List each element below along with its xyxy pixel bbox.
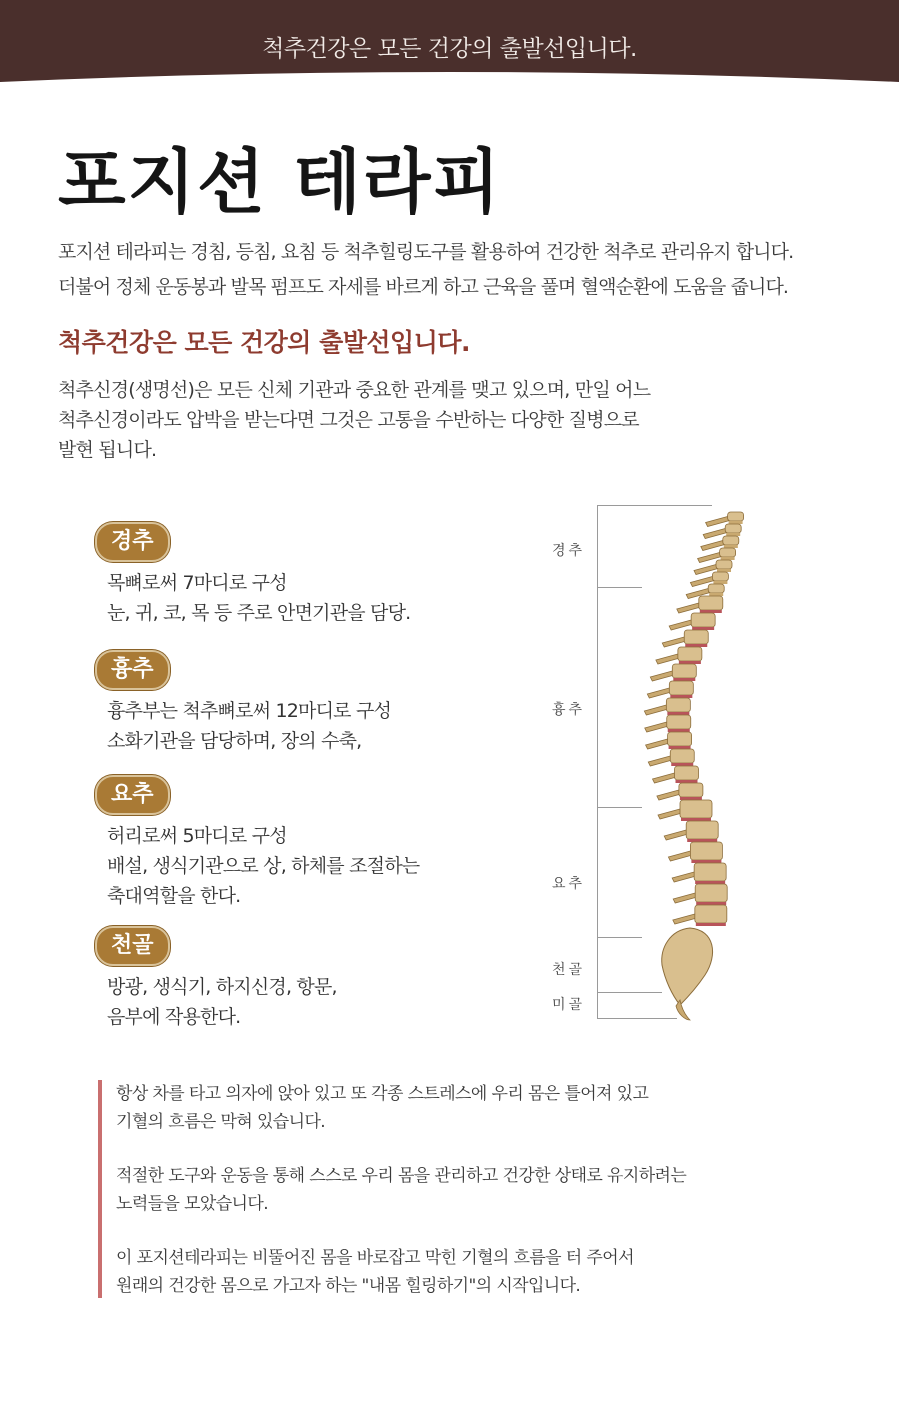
vertebra — [699, 596, 723, 610]
spine-label-sacrum: 천골 — [552, 962, 586, 978]
intervertebral-disc — [700, 610, 722, 613]
intervertebral-disc — [696, 902, 726, 905]
section-cervical-text — [107, 568, 410, 628]
vertebra — [678, 647, 702, 661]
header-band — [0, 0, 899, 96]
vertebra-process — [673, 893, 697, 903]
vertebra-process — [669, 620, 693, 630]
section-thoracic-text — [107, 696, 391, 756]
intervertebral-disc — [695, 881, 725, 884]
vertebra — [686, 821, 718, 839]
section-line: 소화기관을 담당하며, 장의 수축, — [107, 730, 362, 752]
intervertebral-disc — [691, 860, 721, 863]
spine-label-thoracic: 흉추 — [552, 702, 586, 718]
intervertebral-disc — [671, 763, 693, 766]
vertebra — [712, 572, 728, 581]
section-line: 흉추부는 척추뼈로써 12마디로 구성 — [107, 700, 392, 722]
section-line: 허리로써 5마디로 구성 — [107, 825, 287, 847]
vertebra — [723, 536, 739, 545]
section-thoracic — [95, 650, 391, 756]
vertebra-process — [647, 688, 671, 698]
vertebra — [720, 548, 736, 557]
spine-label-cervical: 경추 — [552, 543, 586, 559]
note-line: 원래의 건강한 몸으로 가고자 하는 "내몸 힐링하기"의 시작입니다. — [116, 1276, 581, 1296]
badge-cervical: 경추 — [95, 522, 170, 562]
vertebra — [675, 766, 699, 780]
section-line: 축대역할을 한다. — [107, 885, 241, 907]
section-sacrum — [95, 926, 337, 1032]
intervertebral-disc — [668, 729, 690, 732]
intro-line: 포지션 테라피는 경침, 등침, 요침 등 척추힐링도구를 활용하여 건강한 척추로 관리유지 합니다. — [58, 241, 794, 263]
spine-label-lumbar: 요추 — [552, 876, 586, 892]
intro-line: 더불어 정체 운동봉과 발목 펌프도 자세를 바르게 하고 근육을 풀며 혈액순환에 도움을 줍니다. — [58, 276, 789, 298]
note-line: 이 포지션테라피는 비뚤어진 몸을 바로잡고 막힌 기혈의 흐름을 터 주어서 — [116, 1248, 634, 1268]
intervertebral-disc — [667, 712, 689, 715]
intervertebral-disc — [724, 545, 738, 548]
vertebra — [667, 715, 691, 729]
intervertebral-disc — [676, 780, 698, 783]
intervertebral-disc — [713, 581, 727, 584]
vertebra-process — [656, 654, 680, 664]
page-title: 포지션 테라피 — [58, 141, 503, 223]
vertebra — [679, 783, 703, 797]
intervertebral-disc — [681, 818, 711, 821]
vertebra — [725, 524, 741, 533]
vertebra — [691, 613, 715, 627]
intervertebral-disc — [685, 644, 707, 647]
vertebra — [716, 560, 732, 569]
vertebra — [684, 630, 708, 644]
vertebra — [708, 584, 724, 593]
section-line: 방광, 생식기, 하지신경, 항문, — [107, 976, 337, 998]
note-line: 기혈의 흐름은 막혀 있습니다. — [116, 1112, 326, 1132]
vertebra-process — [644, 705, 668, 715]
section-sacrum-text — [107, 972, 337, 1032]
header-text: 척추건강은 모든 건강의 출발선입니다. — [262, 36, 637, 62]
note-line: 항상 차를 타고 의자에 앉아 있고 또 각종 스트레스에 우리 몸은 틀어져 있고 — [116, 1084, 649, 1104]
badge-sacrum: 천골 — [95, 926, 170, 966]
badge-thoracic: 흉추 — [95, 650, 170, 690]
intervertebral-disc — [673, 678, 695, 681]
subheading: 척추건강은 모든 건강의 출발선입니다. — [58, 328, 471, 357]
intervertebral-disc — [696, 923, 726, 926]
section-line: 눈, 귀, 코, 목 등 주로 안면기관을 담당. — [107, 602, 411, 624]
intervertebral-disc — [721, 557, 735, 560]
vertebra — [690, 842, 722, 860]
section-lumbar-text — [107, 821, 419, 911]
vertebra — [668, 732, 692, 746]
note-paragraph — [116, 1162, 876, 1218]
vertebra-process — [657, 790, 681, 800]
vertebra-process — [664, 830, 688, 840]
intervertebral-disc — [679, 661, 701, 664]
note-paragraph — [116, 1244, 876, 1300]
note-line: 노력들을 모았습니다. — [116, 1194, 269, 1214]
note-line: 적절한 도구와 운동을 통해 스스로 우리 몸을 관리하고 건강한 상태로 유지하려는 — [116, 1166, 687, 1186]
sacrum-bone — [662, 928, 713, 1005]
coccyx-bone — [676, 1000, 690, 1020]
intro-paragraph — [58, 235, 878, 305]
vertebra-process — [673, 914, 697, 924]
vertebra-process — [653, 773, 677, 783]
vertebra-process — [650, 671, 674, 681]
note-block — [98, 1080, 876, 1298]
intervertebral-disc — [709, 593, 723, 596]
vertebra — [695, 905, 727, 923]
intervertebral-disc — [717, 569, 731, 572]
vertebra — [728, 512, 744, 521]
vertebra-process — [658, 809, 682, 819]
intervertebral-disc — [670, 695, 692, 698]
vertebra — [672, 664, 696, 678]
vertebra — [670, 749, 694, 763]
section-cervical — [95, 522, 410, 628]
description-line: 발현 됩니다. — [58, 439, 157, 461]
intervertebral-disc — [729, 521, 743, 524]
vertebra-process — [668, 851, 692, 861]
vertebra — [694, 863, 726, 881]
intervertebral-disc — [669, 746, 691, 749]
spine-illustration — [540, 500, 770, 1030]
vertebra-process — [672, 872, 696, 882]
intervertebral-disc — [726, 533, 740, 536]
vertebra-process — [677, 603, 701, 613]
spine-label-coccyx: 미골 — [552, 997, 586, 1013]
vertebra-process — [646, 739, 670, 749]
section-line: 배설, 생식기관으로 상, 하체를 조절하는 — [107, 855, 420, 877]
vertebra-process — [662, 637, 686, 647]
vertebra-process — [648, 756, 672, 766]
vertebra-process — [645, 722, 669, 732]
note-paragraph — [116, 1080, 876, 1136]
intervertebral-disc — [680, 797, 702, 800]
description-paragraph — [58, 375, 758, 465]
section-line: 음부에 작용한다. — [107, 1006, 241, 1028]
intervertebral-disc — [687, 839, 717, 842]
vertebra — [666, 698, 690, 712]
vertebra — [669, 681, 693, 695]
intervertebral-disc — [692, 627, 714, 630]
vertebra — [680, 800, 712, 818]
section-line: 목뼈로써 7마디로 구성 — [107, 572, 287, 594]
description-line: 척추신경(생명선)은 모든 신체 기관과 중요한 관계를 맺고 있으며, 만일 어느 — [58, 379, 651, 401]
section-lumbar — [95, 775, 419, 911]
description-line: 척추신경이라도 압박을 받는다면 그것은 고통을 수반하는 다양한 질병으로 — [58, 409, 639, 431]
vertebra — [695, 884, 727, 902]
badge-lumbar: 요추 — [95, 775, 170, 815]
